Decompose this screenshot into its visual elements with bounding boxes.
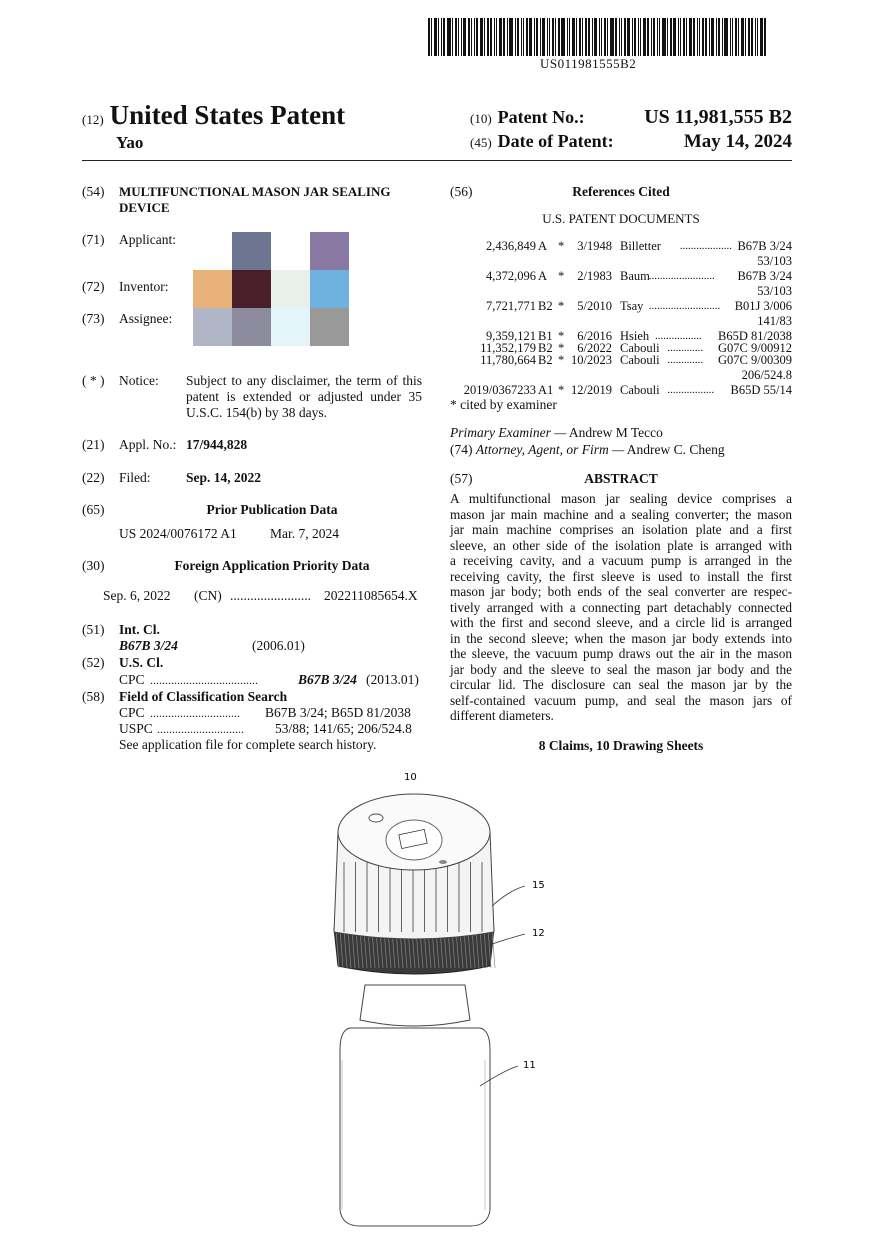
abstract-line: different diameters. <box>450 708 554 723</box>
barcode-bar <box>455 18 457 56</box>
barcode-bar <box>474 18 475 56</box>
ref-kind: B2 <box>538 341 553 355</box>
barcode-bar <box>615 18 617 56</box>
barcode-bar <box>730 18 731 56</box>
foreign-number: 202211085654.X <box>324 588 418 603</box>
barcode-bar <box>632 18 633 56</box>
ref-star: * <box>558 341 565 355</box>
abstract-heading: ABSTRACT <box>584 471 658 486</box>
barcode-bar <box>540 18 541 56</box>
abstract-line: A multifunctional mason jar sealing device comprises a <box>450 491 792 506</box>
barcode-bar <box>709 18 710 56</box>
barcode-bar <box>667 18 668 56</box>
jar-neck <box>360 985 470 1026</box>
attorney-code: (74) <box>450 442 473 457</box>
invention-title-line2: DEVICE <box>119 200 170 215</box>
leader-12 <box>492 934 525 944</box>
foreign-heading: Foreign Application Priority Data <box>174 558 370 573</box>
label-10: 10 <box>404 772 417 783</box>
ref-kind: A1 <box>538 383 554 397</box>
reference-continuation <box>450 367 792 383</box>
barcode-bar <box>621 18 622 56</box>
barcode-bar <box>624 18 626 56</box>
ref-class: B65D 55/14 <box>730 383 792 397</box>
ref-date: 10/2023 <box>571 353 612 367</box>
barcode-bar <box>748 18 750 56</box>
ref-name: Hsieh <box>620 329 650 343</box>
ref-date: 6/2016 <box>577 329 612 343</box>
abstract-line: jar main machine comprises an isolation plate and a first <box>450 522 792 537</box>
ref-star: * <box>558 383 565 397</box>
barcode-bar <box>555 18 556 56</box>
power-button-icon <box>369 814 383 822</box>
barcode-bar <box>494 18 495 56</box>
notice-line2: patent is extended or adjusted under 35 <box>186 389 422 404</box>
drawing-figure <box>320 770 560 1230</box>
appl-label: Appl. No.: <box>119 437 177 452</box>
field-uspc: 53/88; 141/65; 206/524.8 <box>275 721 412 736</box>
ref-number: 7,721,771 <box>486 299 536 313</box>
jar-body <box>340 1028 490 1226</box>
barcode-bar <box>507 18 508 56</box>
barcode-bar <box>558 18 560 56</box>
ref-dots: ................... <box>679 240 733 252</box>
filed-label: Filed: <box>119 470 151 485</box>
ref-number: 9,359,121 <box>486 329 536 343</box>
barcode-bar <box>576 18 577 56</box>
ref-kind: A <box>538 239 548 253</box>
barcode-bar <box>697 18 698 56</box>
ref-name: Cabouli <box>620 353 660 367</box>
code-12: (12) <box>82 112 104 127</box>
abstract-line: sleeve, an other side of the isolation plate is arranged with <box>450 537 792 553</box>
barcode-bar <box>751 18 753 56</box>
barcode <box>428 18 792 56</box>
abstract-line: the sleeve, the vacuum pump draws out the air in the mason <box>450 646 792 661</box>
ref-name: Billetter <box>620 239 661 253</box>
led-indicator <box>439 860 447 864</box>
reference-row <box>450 268 792 284</box>
ref-kind: B1 <box>538 329 553 343</box>
barcode-bar <box>523 18 524 56</box>
ref-date: 3/1948 <box>577 239 612 253</box>
notice-line3: U.S.C. 154(b) by 38 days. <box>186 405 327 420</box>
abstract-line: a receiving cavity, and a vacuum pump is arranged in the <box>450 553 792 568</box>
barcode-bar <box>689 18 692 56</box>
barcode-bar <box>732 18 733 56</box>
cpc-year: (2013.01) <box>366 672 419 687</box>
intcl-class: B67B 3/24 <box>119 638 178 653</box>
patent-number: US 11,981,555 B2 <box>644 106 792 128</box>
ref-subclass: 206/524.8 <box>741 368 792 382</box>
barcode-bar <box>452 18 453 56</box>
redaction-block <box>232 270 271 308</box>
invention-title-line1: MULTIFUNCTIONAL MASON JAR SEALING <box>119 184 391 199</box>
barcode-number: US011981555B2 <box>540 56 637 71</box>
barcode-bar <box>647 18 649 56</box>
abstract-line: in the second sleeve; when the mason jar body extends into <box>450 630 792 646</box>
ref-name: Cabouli <box>620 341 660 355</box>
reference-continuation <box>450 283 792 299</box>
ref-number: 2019/0367233 <box>463 383 536 397</box>
references-list <box>450 238 792 397</box>
barcode-bar <box>468 18 470 56</box>
claims-line: 8 Claims, 10 Drawing Sheets <box>538 738 704 753</box>
document-type: United States Patent <box>109 100 346 130</box>
abstract-code: (57) <box>450 471 473 486</box>
barcode-bar <box>711 18 714 56</box>
reference-row <box>450 352 792 368</box>
ref-number: 11,352,179 <box>480 341 536 355</box>
inventor-surname: Yao <box>116 133 144 152</box>
barcode-bar <box>760 18 763 56</box>
barcode-bar <box>484 18 485 56</box>
foreign-country: (CN) <box>194 588 222 603</box>
barcode-bar <box>757 18 758 56</box>
header-divider <box>82 160 792 161</box>
ref-date: 5/2010 <box>577 299 612 313</box>
barcode-bar <box>441 18 442 56</box>
ref-subclass: 141/83 <box>757 314 792 328</box>
header-left <box>82 100 345 153</box>
barcode-bar <box>738 18 739 56</box>
ref-dots: ................. <box>667 384 715 396</box>
barcode-bar <box>619 18 620 56</box>
barcode-bar <box>718 18 720 56</box>
inventor-label: Inventor: <box>119 279 169 294</box>
barcode-bar <box>487 18 489 56</box>
abstract-line: tively arranged with a connecting part detachably connected <box>450 599 792 615</box>
barcode-bar <box>579 18 581 56</box>
barcode-bar <box>463 18 466 56</box>
code-45: (45) <box>470 135 492 150</box>
barcode-bar <box>657 18 658 56</box>
abstract-line: circular lid. The disclosure can seal the mason jar by the <box>450 677 792 692</box>
ref-kind: A <box>538 269 548 283</box>
barcode-bar <box>653 18 655 56</box>
barcode-bar <box>735 18 737 56</box>
barcode-bar <box>607 18 608 56</box>
ref-class: B67B 3/24 <box>737 269 792 283</box>
header-right <box>470 106 792 155</box>
foreign-dots: ........................ <box>230 588 311 603</box>
redaction-block <box>232 308 271 346</box>
ref-dots: ............. <box>667 342 704 354</box>
abstract-line: jar body and the sleeve to seal the mason jar body and the <box>450 661 792 677</box>
notice-line1: Subject to any disclaimer, the term of this <box>186 373 422 388</box>
abstract-line: self-contained vacuum pump, and seal the mason jars of <box>450 692 792 708</box>
barcode-bar <box>588 18 590 56</box>
field-label: Field of Classification Search <box>119 689 288 704</box>
barcode-bar <box>699 18 700 56</box>
examiner-label: Primary Examiner — <box>450 425 567 440</box>
barcode-bar <box>569 18 570 56</box>
refs-code: (56) <box>450 184 473 199</box>
ref-subclass: 53/103 <box>757 284 792 298</box>
appl-number: 17/944,828 <box>186 437 248 452</box>
barcode-bar <box>610 18 614 56</box>
barcode-bar <box>496 18 497 56</box>
field-code: (58) <box>82 689 105 704</box>
abstract-text <box>450 491 792 724</box>
ref-class: G07C 9/00912 <box>718 341 792 355</box>
barcode-bar <box>515 18 516 56</box>
redaction-block <box>271 270 310 308</box>
left-column <box>82 182 427 762</box>
barcode-bar <box>705 18 707 56</box>
redaction-block <box>310 232 349 270</box>
ref-date: 2/1983 <box>577 269 612 283</box>
barcode-bar <box>552 18 554 56</box>
cpc-class: B67B 3/24 <box>298 672 357 687</box>
ref-class: B01J 3/006 <box>734 299 792 313</box>
title-code: (54) <box>82 184 105 199</box>
ref-star: * <box>558 353 565 367</box>
barcode-bar <box>428 18 430 56</box>
ref-dots: ............. <box>667 354 704 366</box>
ref-star: * <box>558 299 565 313</box>
barcode-bar <box>529 18 532 56</box>
cited-note: * cited by examiner <box>450 397 557 412</box>
barcode-bar <box>670 18 672 56</box>
attorney-name: Andrew C. Cheng <box>626 442 725 457</box>
assignee-code: (73) <box>82 311 105 326</box>
assignee-label: Assignee: <box>119 311 173 326</box>
barcode-bar <box>480 18 483 56</box>
barcode-bar <box>604 18 606 56</box>
notice-code: ( * ) <box>82 373 105 388</box>
label-12: 12 <box>532 928 545 939</box>
barcode-bar <box>434 18 437 56</box>
barcode-bar <box>680 18 681 56</box>
barcode-bar <box>678 18 679 56</box>
barcode-bar <box>547 18 548 56</box>
barcode-bar <box>572 18 575 56</box>
barcode-bar <box>503 18 505 56</box>
barcode-bar <box>662 18 666 56</box>
barcode-bar <box>461 18 462 56</box>
barcode-bar <box>638 18 639 56</box>
barcode-bar <box>592 18 593 56</box>
barcode-bar <box>447 18 451 56</box>
reference-row <box>450 298 792 314</box>
leader-15 <box>492 886 525 906</box>
field-uspc-label: USPC <box>119 721 153 736</box>
cpc-dots: .................................... <box>150 673 258 687</box>
ref-star: * <box>558 239 565 253</box>
field-cpc: B67B 3/24; B65D 81/2038 <box>265 705 411 720</box>
barcode-bar <box>582 18 583 56</box>
redaction-block <box>271 308 310 346</box>
redaction-block <box>193 308 232 346</box>
abstract-line: mason jar body; both ends of the seal converter are respec- <box>450 584 792 599</box>
uscl-code: (52) <box>82 655 105 670</box>
intcl-year: (2006.01) <box>252 638 305 653</box>
redaction-block <box>193 270 232 308</box>
reference-row <box>450 382 792 398</box>
redaction-block <box>310 270 349 308</box>
label-11: 11 <box>523 1060 536 1071</box>
ref-dots: ................. <box>655 330 702 342</box>
ref-class: B65D 81/2038 <box>718 329 792 343</box>
filed-code: (22) <box>82 470 105 485</box>
barcode-bar <box>673 18 676 56</box>
foreign-code: (30) <box>82 558 105 573</box>
us-docs-heading: U.S. PATENT DOCUMENTS <box>542 211 700 226</box>
intcl-code: (51) <box>82 622 105 637</box>
barcode-bar <box>686 18 687 56</box>
redaction-block <box>310 308 349 346</box>
ref-name: Baum <box>620 269 650 283</box>
foreign-date: Sep. 6, 2022 <box>103 588 171 603</box>
cpc-label: CPC <box>119 672 145 687</box>
barcode-bar <box>517 18 519 56</box>
barcode-bar <box>536 18 538 56</box>
refs-heading: References Cited <box>572 184 670 199</box>
ref-star: * <box>558 329 565 343</box>
barcode-bar <box>702 18 704 56</box>
examiner-name: Andrew M Tecco <box>568 425 663 440</box>
redaction-block <box>232 232 271 270</box>
ref-dots: .......................... <box>648 300 721 312</box>
patent-no-label: Patent No.: <box>497 107 585 127</box>
patent-date: May 14, 2024 <box>683 131 792 152</box>
barcode-bar <box>499 18 502 56</box>
barcode-bar <box>476 18 478 56</box>
barcode-bar <box>509 18 513 56</box>
applicant-code: (71) <box>82 232 105 247</box>
barcode-bar <box>567 18 568 56</box>
field-note: See application file for complete search history. <box>119 737 377 752</box>
barcode-bar <box>693 18 695 56</box>
field-uspc-dots: ............................. <box>157 722 244 736</box>
reference-row <box>450 238 792 254</box>
barcode-bar <box>490 18 492 56</box>
barcode-bar <box>542 18 545 56</box>
barcode-bar <box>764 18 766 56</box>
redacted-names <box>193 232 349 347</box>
inventor-code: (72) <box>82 279 105 294</box>
applicant-label: Applicant: <box>119 232 176 247</box>
prior-code: (65) <box>82 502 105 517</box>
ref-number: 2,436,849 <box>486 239 536 253</box>
ref-date: 6/2022 <box>577 341 612 355</box>
ref-kind: B2 <box>538 353 553 367</box>
barcode-bar <box>599 18 600 56</box>
barcode-bar <box>534 18 535 56</box>
reference-continuation <box>450 253 792 269</box>
barcode-bar <box>651 18 652 56</box>
barcode-bar <box>724 18 728 56</box>
barcode-bar <box>634 18 636 56</box>
barcode-bar <box>526 18 528 56</box>
prior-date: Mar. 7, 2024 <box>270 526 339 541</box>
ref-name: Tsay <box>620 299 644 313</box>
prior-publication: US 2024/0076172 A1 <box>119 526 237 541</box>
barcode-bar <box>438 18 439 56</box>
redaction-block <box>271 232 310 270</box>
barcode-bar <box>722 18 723 56</box>
mason-jar-drawing <box>320 770 560 1230</box>
barcode-bar <box>741 18 744 56</box>
appl-code: (21) <box>82 437 105 452</box>
ref-number: 11,780,664 <box>480 353 536 367</box>
filed-date: Sep. 14, 2022 <box>186 470 262 485</box>
field-cpc-dots: .............................. <box>150 706 240 720</box>
code-10: (10) <box>470 111 492 126</box>
field-cpc-label: CPC <box>119 705 145 720</box>
barcode-bar <box>458 18 459 56</box>
ref-dots: ........................ <box>648 270 715 282</box>
barcode-bar <box>745 18 746 56</box>
barcode-bar <box>659 18 660 56</box>
abstract-line: with the first and second sleeve, and a circle lid is arranged <box>450 615 792 630</box>
barcode-bar <box>471 18 472 56</box>
prior-heading: Prior Publication Data <box>206 502 338 517</box>
barcode-bar <box>755 18 756 56</box>
reference-continuation <box>450 313 792 329</box>
barcode-bar <box>594 18 597 56</box>
attorney-label: Attorney, Agent, or Firm — <box>475 442 625 457</box>
ref-date: 12/2019 <box>571 383 612 397</box>
barcode-bar <box>521 18 522 56</box>
barcode-bar <box>640 18 641 56</box>
right-column <box>450 182 792 762</box>
ref-class: G07C 9/00309 <box>718 353 792 367</box>
ref-kind: B2 <box>538 299 553 313</box>
barcode-bar <box>561 18 565 56</box>
barcode-bar <box>549 18 550 56</box>
abstract-line: receiving cavity, the first sleeve is used to install the first <box>450 568 792 584</box>
abstract-line: mason jar main machine and a sealing converter; the mason <box>450 506 792 522</box>
barcode-bar <box>683 18 685 56</box>
barcode-bar <box>431 18 432 56</box>
barcode-bar <box>601 18 602 56</box>
barcode-bar <box>585 18 587 56</box>
redaction-block <box>193 232 232 270</box>
intcl-label: Int. Cl. <box>119 622 160 637</box>
date-label: Date of Patent: <box>497 131 614 151</box>
barcode-bar <box>643 18 646 56</box>
ref-class: B67B 3/24 <box>737 239 792 253</box>
uscl-label: U.S. Cl. <box>119 655 164 670</box>
ref-subclass: 53/103 <box>757 254 792 268</box>
ref-star: * <box>558 269 565 283</box>
barcode-bar <box>443 18 445 56</box>
ref-name: Cabouli <box>620 383 660 397</box>
barcode-bar <box>627 18 630 56</box>
barcode-bar <box>716 18 717 56</box>
ref-number: 4,372,096 <box>486 269 536 283</box>
notice-label: Notice: <box>119 373 159 388</box>
label-15: 15 <box>532 880 545 891</box>
